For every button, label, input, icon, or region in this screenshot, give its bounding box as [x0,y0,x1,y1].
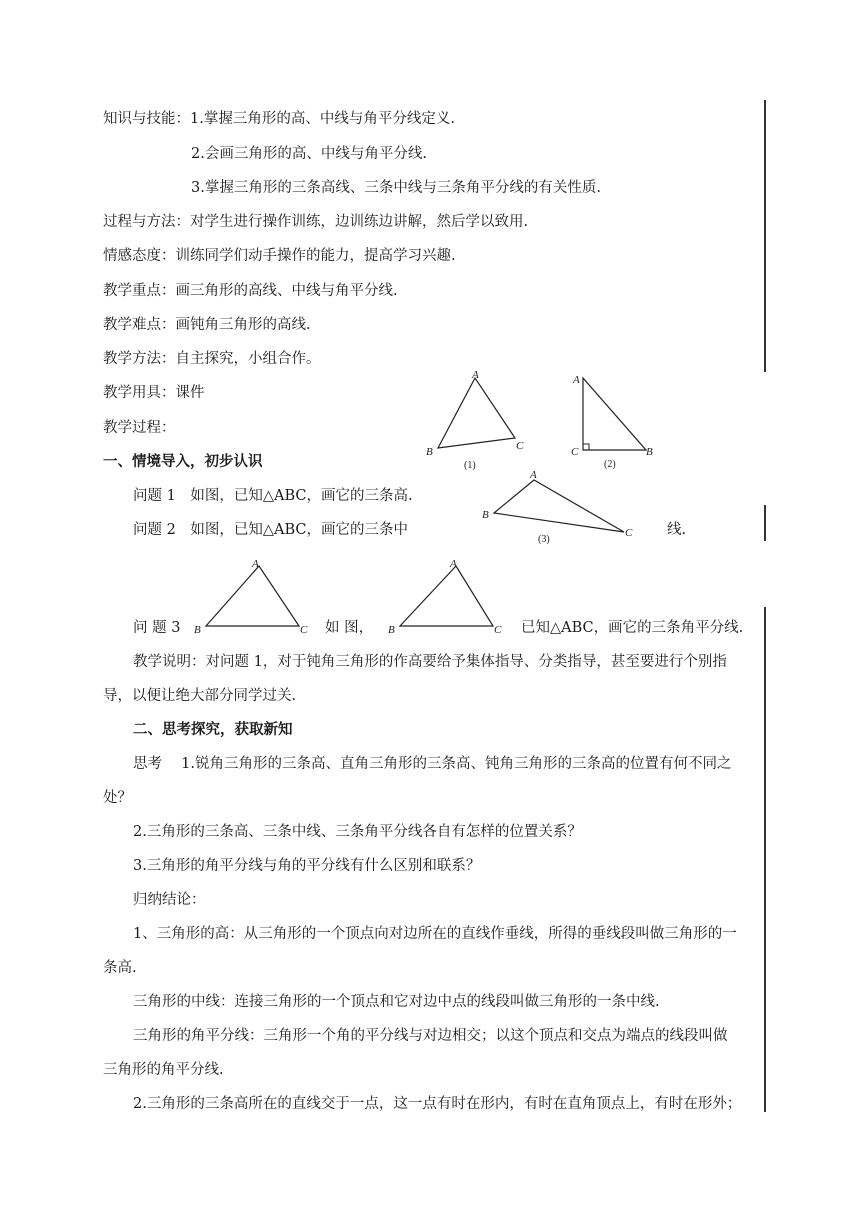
conclusion-bisector-line-1: 三角形的角平分线：三角形一个角的平分线与对边相交；以这个顶点和交点为端点的线段叫做 [133,1028,728,1044]
section1-heading: 一、情境导入，初步认识 [103,454,263,470]
triangle-3-shape [494,480,624,532]
triangle-q3-right-label-b: B [388,624,395,636]
objective-process: 过程与方法：对学生进行操作训练，边训练边讲解，然后学以致用. [103,214,529,230]
conclusion-altitudes-meet: 2.三角形的三条高所在的直线交于一点，这一点有时在形内，有时在直角顶点上，有时在形外； [133,1096,742,1112]
knowledge-item-2: 2.会画三角形的高、中线与角平分线. [191,146,427,162]
triangle-1-shape [438,378,515,448]
knowledge-label: 知识与技能： [103,111,190,127]
question-3-part-a: 问 题 3 [133,620,181,636]
triangle-3-label-c: C [625,527,633,539]
right-angle-mark [583,444,589,450]
conclusion-label: 归纳结论： [133,892,206,908]
teaching-tools: 教学用具：课件 [103,385,205,401]
triangle-3-label-b: B [482,509,489,521]
triangle-1-label-b: B [426,446,433,458]
think-1-line-2: 处？ [103,790,132,806]
think-2: 2.三角形的三条高、三条中线、三条角平分线各自有怎样的位置关系？ [133,824,582,840]
conclusion-median: 三角形的中线：连接三角形的一个顶点和它对边中点的线段叫做三角形的一条中线. [133,994,660,1010]
triangle-q3-left-label-b: B [194,624,201,636]
margin-rule-bottom [764,607,766,1112]
triangle-q3-right-shape [400,566,493,626]
conclusion-altitude-line-1: 1、三角形的高：从三角形的一个顶点向对边所在的直线作垂线，所得的垂线段叫做三角形的一 [133,926,737,942]
margin-rule-top [764,100,766,372]
question-3-part-c: 已知△ABC，画它的三条角平分线. [521,620,744,636]
triangle-2-shape [583,378,646,450]
conclusion-altitude-line-2: 条高. [103,960,137,976]
question-2-part-a: 问题 2 如图，已知△ABC，画它的三条中 [133,522,408,538]
triangle-1-caption: (1) [464,460,476,471]
objective-emotion: 情感态度：训练同学们动手操作的能力，提高学习兴趣. [103,248,456,264]
figure-triangle-1 [420,368,532,474]
knowledge-item-1: 1.掌握三角形的高、中线与角平分线定义. [190,111,455,127]
difficulty: 教学难点：画钝角三角形的高线. [103,317,311,333]
triangle-3-caption: (3) [538,534,550,545]
teaching-note-line-1: 教学说明：对问题 1，对于钝角三角形的作高要给予集体指导、分类指导，甚至要进行个别指 [133,654,727,670]
figure-triangle-q3-left [192,556,316,636]
triangle-q3-left-label-a: A [252,558,259,570]
conclusion-bisector-line-2: 三角形的角平分线. [103,1062,224,1078]
key-point: 教学重点：画三角形的高线、中线与角平分线. [103,283,398,299]
process-title: 教学过程： [103,420,176,436]
triangle-1-label-c: C [516,440,524,452]
triangle-q3-right-label-a: A [450,558,457,570]
triangle-2-label-a: A [573,374,580,386]
teaching-note-line-2: 导，以便让绝大部分同学过关. [103,688,297,704]
section2-heading: 二、思考探究，获取新知 [133,722,293,738]
question-1: 问题 1 如图，已知△ABC，画它的三条高. [133,488,413,504]
figure-triangle-3 [478,468,642,546]
triangle-3-label-a: A [530,469,537,481]
figure-triangle-2 [566,366,666,474]
triangle-q3-left-shape [206,566,299,626]
triangle-1-label-a: A [472,369,479,381]
question-3-part-b: 如 图， [325,620,374,636]
margin-rule-mid [764,505,766,541]
think-3: 3.三角形的角平分线与角的平分线有什么区别和联系？ [133,858,481,874]
teaching-method: 教学方法：自主探究，小组合作。 [103,351,321,367]
triangle-q3-left-label-c: C [300,624,308,636]
knowledge-item-3: 3.掌握三角形的三条高线、三条中线与三条角平分线的有关性质. [191,180,601,196]
triangle-2-label-b: B [646,446,653,458]
think-1-line-1: 思考 1.锐角三角形的三条高、直角三角形的三条高、钝角三角形的三条高的位置有何不同之 [133,756,732,772]
figure-triangle-q3-right [386,556,510,636]
question-2-part-b: 线. [667,522,687,538]
triangle-q3-right-label-c: C [494,624,502,636]
triangle-2-label-c: C [571,446,579,458]
triangle-2-caption: (2) [604,459,616,470]
objective-knowledge [103,109,455,129]
